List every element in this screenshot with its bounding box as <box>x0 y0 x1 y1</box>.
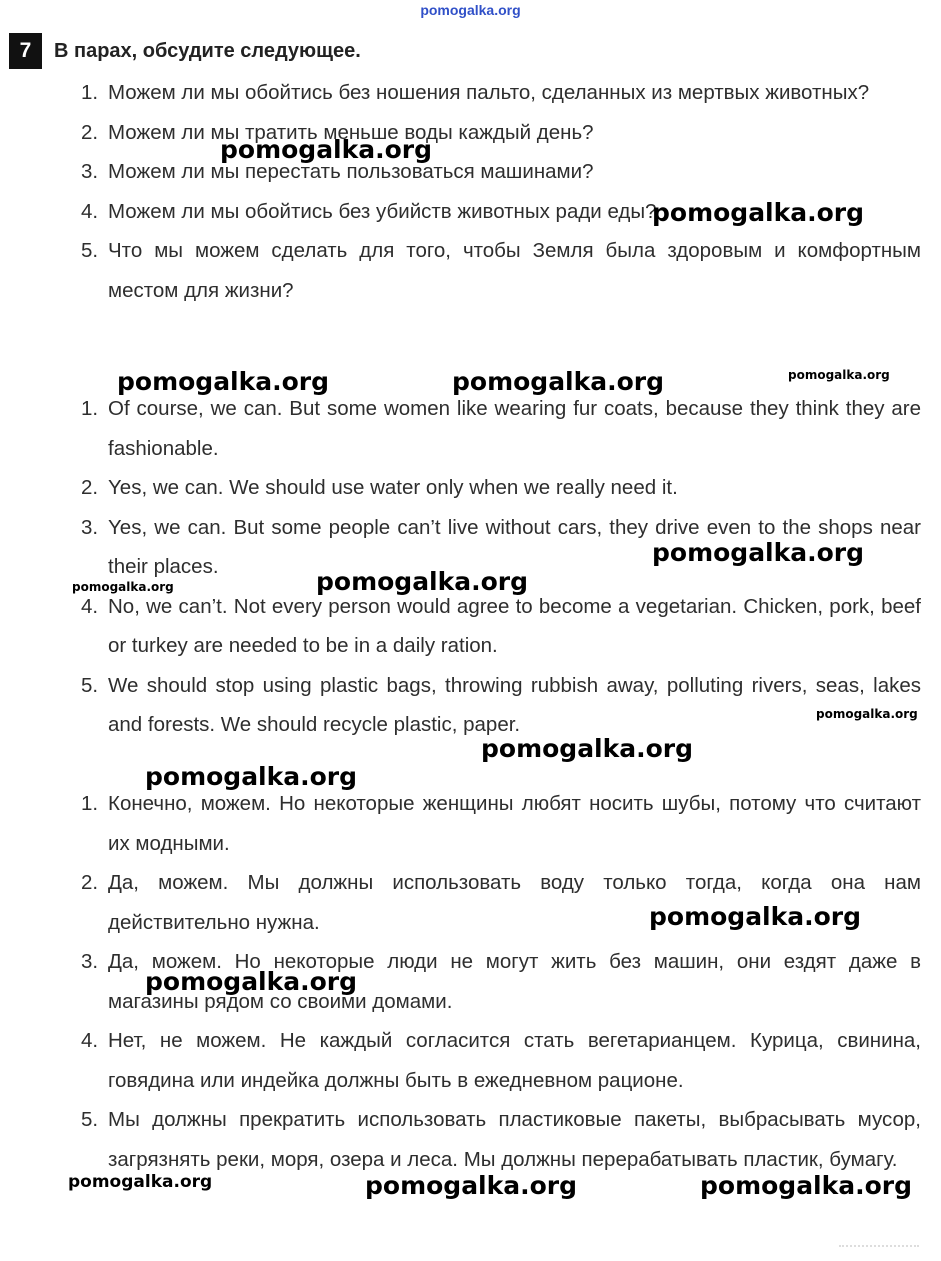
list-item <box>81 468 921 508</box>
item-number: 5. <box>81 239 99 262</box>
item-text: No, we can’t. Not every person would agree to become a vegetarian. Chicken, pork, beef or turkey are needed to be in a daily ration. <box>108 594 921 657</box>
list-item <box>81 152 921 192</box>
item-text: Можем ли мы обойтись без убийств животных ради еды? <box>108 199 657 223</box>
list-item <box>81 1100 921 1179</box>
item-text: Да, можем. Мы должны использовать воду только тогда, когда она нам действительно нужна. <box>108 871 921 934</box>
item-text: Yes, we can. We should use water only when we really need it. <box>108 476 678 499</box>
watermark: pomogalka.org <box>700 1171 913 1200</box>
item-number: 5. <box>81 673 99 697</box>
item-text: Можем ли мы обойтись без ношения пальто, сделанных из мертвых животных? <box>108 81 870 104</box>
item-text: Можем ли мы тратить меньше воды каждый день? <box>108 120 594 144</box>
watermark: pomogalka.org <box>816 707 918 721</box>
item-number: 1. <box>81 792 99 815</box>
task-number-badge: 7 <box>9 33 42 69</box>
item-number: 1. <box>81 81 99 104</box>
header-watermark: pomogalka.org <box>420 2 521 18</box>
questions-list <box>81 73 921 310</box>
item-text: Да, можем. Но некоторые люди не могут жить без машин, они ездят даже в магазины рядом со своими домами. <box>108 950 921 1013</box>
item-number: 5. <box>81 1108 99 1131</box>
list-item <box>81 113 921 153</box>
watermark: pomogalka.org <box>316 567 529 596</box>
watermark: pomogalka.org <box>220 135 433 164</box>
item-number: 2. <box>81 476 99 499</box>
page-edge-mark <box>839 1245 919 1253</box>
item-text: We should stop using plastic bags, throwing rubbish away, polluting rivers, seas, lakes and forests. We should recycle plastic, paper. <box>108 673 921 736</box>
list-item <box>81 784 921 863</box>
item-number: 3. <box>81 160 99 183</box>
item-number: 3. <box>81 515 99 539</box>
item-number: 4. <box>81 594 99 618</box>
list-item <box>81 587 921 666</box>
item-text: Что мы можем сделать для того, чтобы Земля была здоровым и комфортным местом для жизни? <box>108 239 921 302</box>
watermark: pomogalka.org <box>72 580 174 594</box>
watermark: pomogalka.org <box>652 538 865 567</box>
item-text: Нет, не можем. Не каждый согласится стать вегетарианцем. Курица, свинина, говядина или индейка должны быть в ежедневном рационе. <box>108 1029 921 1092</box>
item-number: 2. <box>81 871 99 894</box>
list-item <box>81 231 921 310</box>
item-number: 2. <box>81 120 99 144</box>
item-text: Yes, we can. But some people can’t live without cars, they drive even to the shops near their places. <box>108 515 921 578</box>
item-text: Мы должны прекратить использовать пластиковые пакеты, выбрасывать мусор, загрязнять реки, моря, озера и леса. Мы должны перерабатывать пластик, бумагу. <box>108 1108 921 1171</box>
list-item <box>81 1021 921 1100</box>
watermark: pomogalka.org <box>145 967 358 996</box>
item-number: 3. <box>81 950 99 973</box>
watermark: pomogalka.org <box>68 1172 213 1192</box>
item-text: Of course, we can. But some women like wearing fur coats, because they think they are fashionable. <box>108 397 921 460</box>
watermark: pomogalka.org <box>481 734 694 763</box>
list-item <box>81 666 921 745</box>
item-number: 4. <box>81 199 99 223</box>
list-item <box>81 73 921 113</box>
list-item <box>81 389 921 468</box>
item-text: Можем ли мы перестать пользоваться машинами? <box>108 160 594 183</box>
watermark: pomogalka.org <box>365 1171 578 1200</box>
item-text: Конечно, можем. Но некоторые женщины любят носить шубы, потому что считают их модными. <box>108 792 921 855</box>
task-title: В парах, обсудите следующее. <box>54 40 361 62</box>
item-number: 1. <box>81 397 99 420</box>
item-number: 4. <box>81 1029 99 1052</box>
watermark: pomogalka.org <box>117 367 330 396</box>
watermark: pomogalka.org <box>788 368 890 382</box>
watermark: pomogalka.org <box>652 198 865 227</box>
watermark: pomogalka.org <box>452 367 665 396</box>
watermark: pomogalka.org <box>145 762 358 791</box>
watermark: pomogalka.org <box>649 902 862 931</box>
